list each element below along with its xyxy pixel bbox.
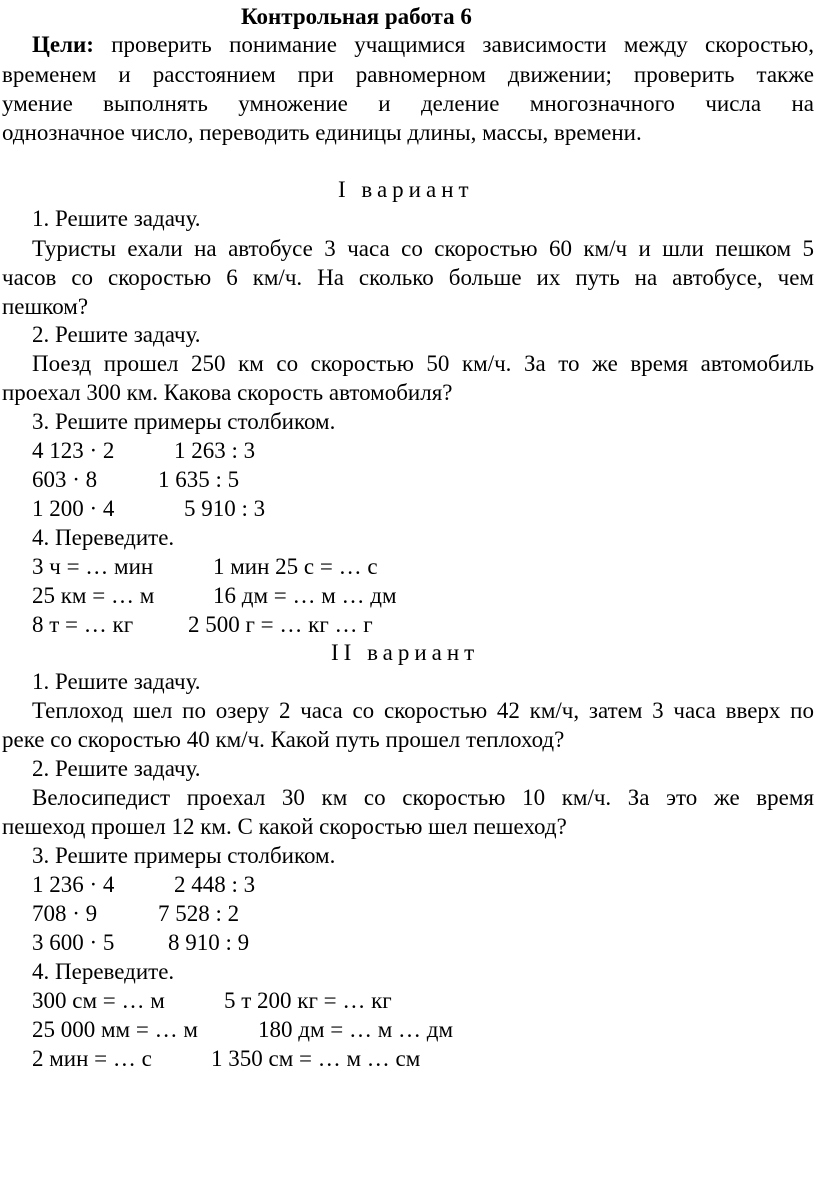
v1-task3-row1-left: 4 123 · 2 [32, 438, 115, 463]
v2-task3-row1-left: 1 236 · 4 [32, 872, 115, 897]
v2-task3-label: 3. Решите примеры столбиком. [32, 843, 336, 868]
v1-task3-row1-right: 1 263 : 3 [174, 438, 256, 463]
variant-1-heading: I вариант [338, 177, 474, 202]
goals-line-4: однозначное число, переводить единицы длины, массы, времени. [2, 120, 642, 145]
v1-task4-row3-right: 2 500 г = … кг … г [188, 612, 373, 637]
v1-task3-row2-right: 1 635 : 5 [158, 467, 240, 492]
v1-task4-row3-left: 8 т = … кг [32, 612, 134, 637]
goals-text-1: проверить понимание учащимися зависимости между скоростью, [111, 32, 814, 57]
v2-task4-row3-left: 2 мин = … с [32, 1046, 152, 1071]
goals-label: Цели: [32, 32, 94, 57]
v2-task3-row1-right: 2 448 : 3 [174, 872, 256, 897]
v2-task2-line-2: пешеход прошел 12 км. С какой скоростью шел пешеход? [2, 814, 567, 839]
v1-task4-row1-left: 3 ч = … мин [32, 554, 154, 579]
v2-task4-row1-left: 300 см = … м [32, 988, 165, 1013]
v2-task1-line-1: Теплоход шел по озеру 2 часа со скоростью 42 км/ч, затем 3 часа вверх по [32, 698, 814, 723]
v1-task4-row1-right: 1 мин 25 с = … с [213, 554, 378, 579]
v1-task1-line-2: часов со скоростью 6 км/ч. На сколько больше их путь на автобусе, чем [2, 265, 814, 290]
v2-task4-row2-left: 25 000 мм = … м [32, 1017, 198, 1042]
v1-task1-label: 1. Решите задачу. [32, 206, 201, 231]
goals-line-2: временем и расстоянием при равномерном движении; проверить также [2, 62, 814, 87]
v1-task3-row2-left: 603 · 8 [32, 467, 98, 492]
v2-task1-label: 1. Решите задачу. [32, 669, 201, 694]
v1-task1-line-3: пешком? [2, 294, 89, 319]
page-title: Контрольная работа 6 [241, 4, 472, 29]
v1-task3-row3-right: 5 910 : 3 [184, 496, 266, 521]
v2-task4-label: 4. Переведите. [32, 959, 175, 984]
v1-task4-row2-right: 16 дм = … м … дм [213, 583, 397, 608]
v2-task4-row1-right: 5 т 200 кг = … кг [224, 988, 392, 1013]
v1-task3-row3-left: 1 200 · 4 [32, 496, 115, 521]
v2-task4-row3-right: 1 350 см = … м … см [211, 1046, 421, 1071]
v1-task1-line-1: Туристы ехали на автобусе 3 часа со скоростью 60 км/ч и шли пешком 5 [32, 236, 814, 261]
v2-task3-row3-left: 3 600 · 5 [32, 930, 115, 955]
v2-task3-row2-right: 7 528 : 2 [158, 901, 240, 926]
v1-task2-line-1: Поезд прошел 250 км со скоростью 50 км/ч. За то же время автомобиль [32, 351, 814, 376]
v1-task2-label: 2. Решите задачу. [32, 322, 201, 347]
v1-task3-label: 3. Решите примеры столбиком. [32, 409, 336, 434]
v1-task4-label: 4. Переведите. [32, 525, 175, 550]
goals-line-3: умение выполнять умножение и деление многозначного числа на [2, 91, 814, 116]
goals-line-1 [2, 30, 814, 59]
v2-task2-label: 2. Решите задачу. [32, 756, 201, 781]
v2-task4-row2-right: 180 дм = … м … дм [258, 1017, 454, 1042]
variant-2-heading: II вариант [331, 640, 480, 665]
v1-task2-line-2: проехал 300 км. Какова скорость автомобиля? [2, 380, 453, 405]
v1-task4-row2-left: 25 км = … м [32, 583, 155, 608]
v2-task3-row3-right: 8 910 : 9 [168, 930, 250, 955]
v2-task2-line-1: Велосипедист проехал 30 км со скоростью 10 км/ч. За это же время [32, 785, 814, 810]
v2-task3-row2-left: 708 · 9 [32, 901, 98, 926]
v2-task1-line-2: реке со скоростью 40 км/ч. Какой путь прошел теплоход? [2, 727, 565, 752]
